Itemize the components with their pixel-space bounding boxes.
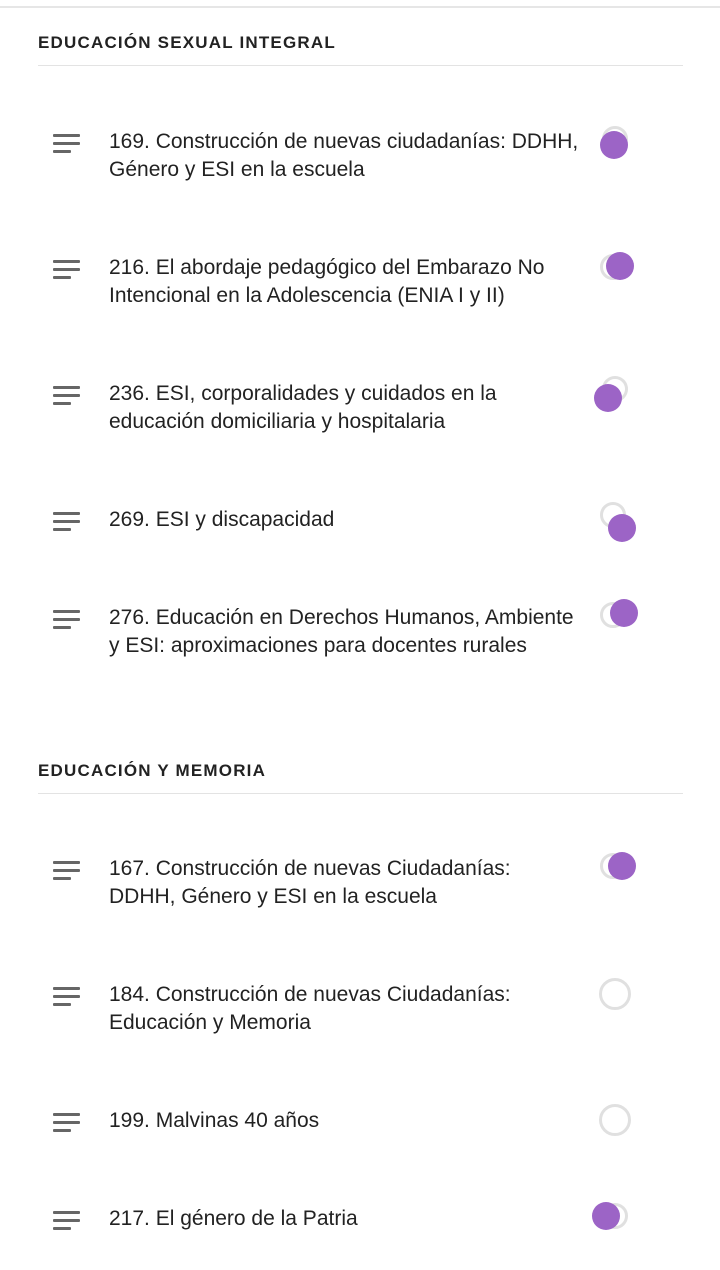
item-label: 276. Educación en Derechos Humanos, Ambiente y ESI: aproximaciones para docentes rurales bbox=[109, 606, 574, 657]
drag-handle-icon[interactable] bbox=[53, 861, 81, 881]
drag-handle-icon[interactable] bbox=[53, 512, 81, 532]
drag-handle-icon[interactable] bbox=[53, 134, 81, 154]
drag-handle-icon[interactable] bbox=[53, 1113, 81, 1133]
item-label: 184. Construcción de nuevas Ciudadanías: Educación y Memoria bbox=[109, 983, 511, 1034]
section-title-memoria: EDUCACIÓN Y MEMORIA bbox=[38, 761, 267, 780]
radio-selected-indicator bbox=[608, 514, 636, 542]
radio-button[interactable] bbox=[599, 1104, 631, 1136]
radio-selected-indicator bbox=[594, 384, 622, 412]
item-label: 269. ESI y discapacidad bbox=[109, 508, 335, 531]
drag-handle-icon[interactable] bbox=[53, 1211, 81, 1231]
radio-selected-indicator bbox=[610, 599, 638, 627]
item-label: 216. El abordaje pedagógico del Embarazo No Intencional en la Adolescencia (ENIA I y II) bbox=[109, 256, 545, 307]
section-divider bbox=[38, 65, 683, 66]
section-divider bbox=[38, 793, 683, 794]
radio-selected-indicator bbox=[606, 252, 634, 280]
item-label: 199. Malvinas 40 años bbox=[109, 1109, 320, 1132]
item-label: 217. El género de la Patria bbox=[109, 1207, 358, 1230]
radio-button[interactable] bbox=[599, 978, 631, 1010]
item-label: 236. ESI, corporalidades y cuidados en la educación domiciliaria y hospitalaria bbox=[109, 382, 497, 433]
drag-handle-icon[interactable] bbox=[53, 610, 81, 630]
drag-handle-icon[interactable] bbox=[53, 260, 81, 280]
radio-selected-indicator bbox=[592, 1202, 620, 1230]
radio-selected-indicator bbox=[608, 852, 636, 880]
drag-handle-icon[interactable] bbox=[53, 987, 81, 1007]
item-label: 169. Construcción de nuevas ciudadanías: DDHH, Género y ESI en la escuela bbox=[109, 130, 579, 181]
top-divider bbox=[0, 6, 720, 8]
drag-handle-icon[interactable] bbox=[53, 386, 81, 406]
item-label: 167. Construcción de nuevas Ciudadanías: DDHH, Género y ESI en la escuela bbox=[109, 857, 511, 908]
section-title-esi: EDUCACIÓN SEXUAL INTEGRAL bbox=[38, 33, 336, 52]
radio-selected-indicator bbox=[600, 131, 628, 159]
